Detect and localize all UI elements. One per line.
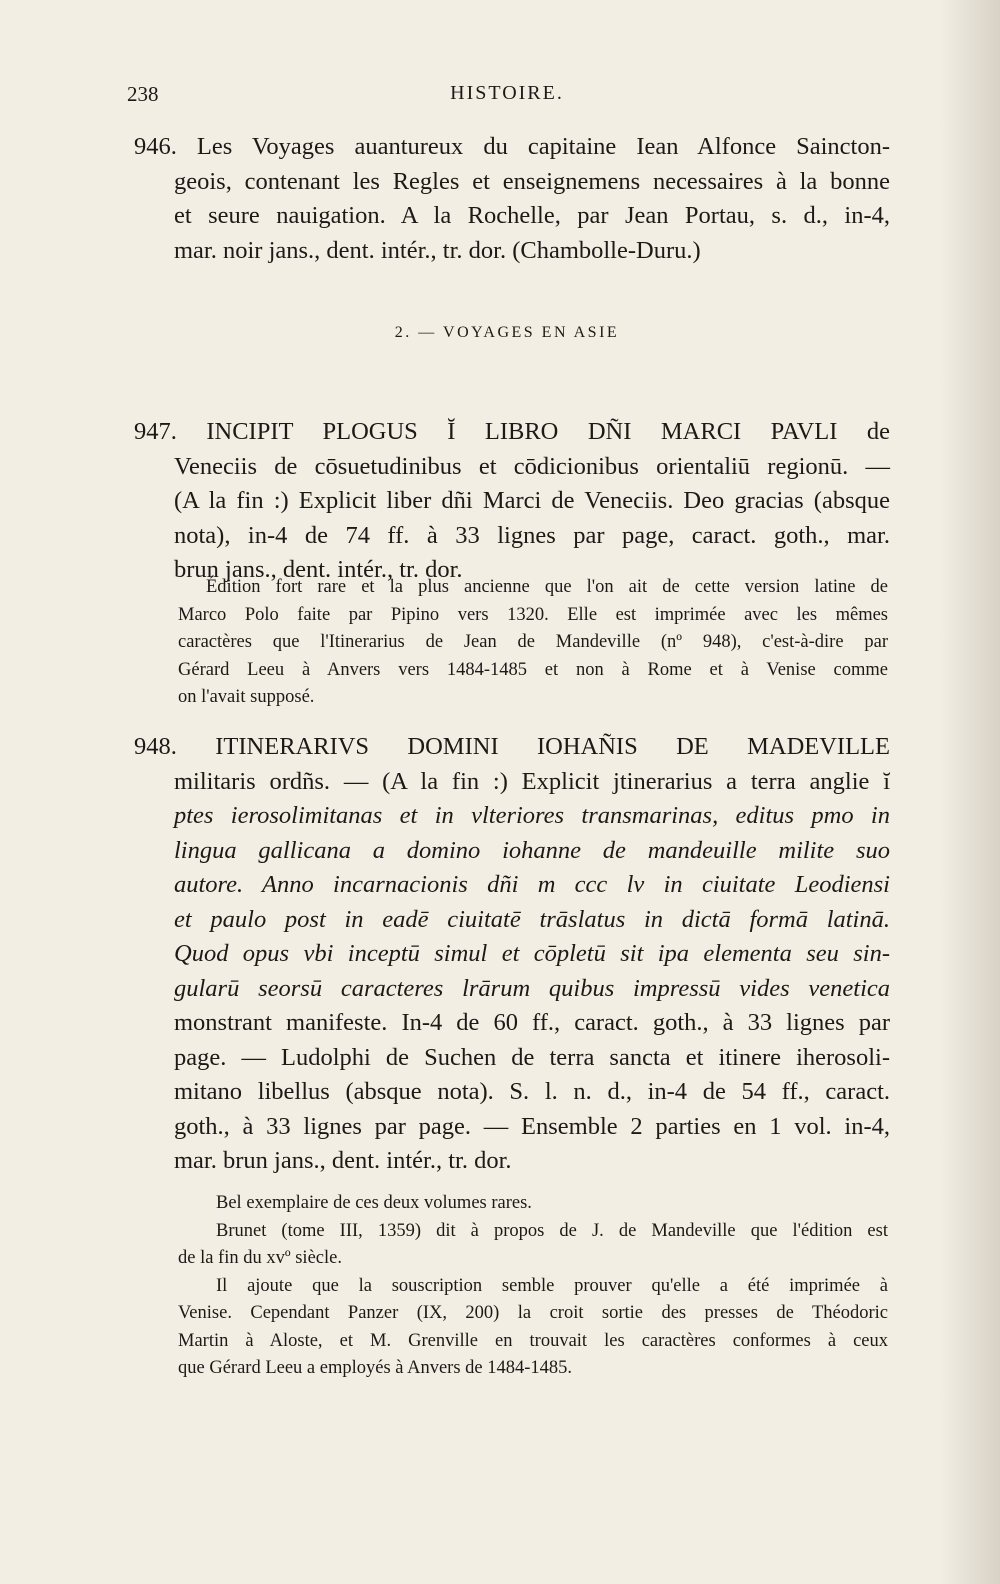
entry-948-line: Quod opus vbi inceptū simul et cōpletū sit ipa elementa seu sin- bbox=[174, 940, 890, 967]
entry-948-line: mitano libellus (absque nota). S. l. n. d., in-4 de 54 ff., caract. bbox=[174, 1078, 890, 1105]
note-line: Venise. Cependant Panzer (IX, 200) la croit sortie des presses de Théodoric bbox=[178, 1303, 888, 1323]
entry-947-line: Veneciis de cōsuetudinibus et cōdicionibus orientaliū regionū. — bbox=[174, 452, 890, 480]
entry-947 bbox=[134, 415, 890, 588]
entry-948-line: lingua gallicana a domino iohanne de mandeuille milite suo bbox=[174, 836, 890, 864]
entry-947-line: brun jans., dent. intér., tr. dor. bbox=[174, 556, 463, 583]
note-line: Martin à Aloste, et M. Grenville en trouvait les caractères conformes à ceux bbox=[178, 1330, 888, 1351]
entry-947-line: (A la fin :) Explicit liber dñi Marci de Veneciis. Deo gracias (absque bbox=[174, 487, 890, 514]
entry-946 bbox=[134, 130, 890, 268]
entry-946-line: 946. Les Voyages auantureux du capitaine Iean Alfonce Saincton- bbox=[134, 133, 890, 160]
note-line: Brunet (tome III, 1359) dit à propos de J. de Mandeville que l'édition est bbox=[216, 1220, 888, 1241]
note-line: Marco Polo faite par Pipino vers 1320. Elle est imprimée avec les mêmes bbox=[178, 604, 888, 625]
entry-948 bbox=[134, 730, 890, 1179]
page-number: 238 bbox=[127, 82, 159, 106]
note-line: de la fin du xvº siècle. bbox=[178, 1248, 342, 1268]
entry-947-note bbox=[178, 574, 888, 712]
entry-947-line: nota), in-4 de 74 ff. à 33 lignes par page, caract. goth., mar. bbox=[174, 521, 890, 549]
entry-948-line: monstrant manifeste. In-4 de 60 ff., caract. goth., à 33 lignes par bbox=[174, 1009, 890, 1036]
entry-948-line: autore. Anno incarnacionis dñi m ccc lv in ciuitate Leodiensi bbox=[174, 871, 890, 898]
note-line: Édition fort rare et la plus ancienne que l'on ait de cette version latine de bbox=[206, 577, 888, 597]
entry-948-line: 948. ITINERARIVS DOMINI IOHAÑIS DE MADEVILLE bbox=[134, 733, 890, 760]
entry-948-line: et paulo post in eadē ciuitatē trāslatus in dictā formā latinā. bbox=[174, 905, 890, 933]
entry-948-line: goth., à 33 lignes par page. — Ensemble 2 parties en 1 vol. in-4, bbox=[174, 1112, 890, 1140]
entry-948-line: ptes ierosolimitanas et in vlteriores transmarinas, editus pmo in bbox=[174, 802, 890, 829]
note-line: Bel exemplaire de ces deux volumes rares. bbox=[216, 1193, 532, 1213]
entry-947-line: 947. INCIPIT PLOGUS Ĭ LIBRO DÑI MARCI PAVLI de bbox=[134, 418, 890, 445]
entry-946-line: mar. noir jans., dent. intér., tr. dor. (Chambolle-Duru.) bbox=[174, 236, 701, 264]
note-line: caractères que l'Itinerarius de Jean de Mandeville (nº 948), c'est-à-dire par bbox=[178, 632, 888, 652]
note-line: que Gérard Leeu a employés à Anvers de 1484-1485. bbox=[178, 1358, 573, 1378]
entry-948-note bbox=[178, 1190, 888, 1383]
note-line: Il ajoute que la souscription semble prouver qu'elle a été imprimée à bbox=[216, 1275, 888, 1296]
entry-948-line: mar. brun jans., dent. intér., tr. dor. bbox=[174, 1147, 512, 1174]
entry-948-line: page. — Ludolphi de Suchen de terra sancta et itinere iherosoli- bbox=[174, 1043, 890, 1071]
section-title: 2. — VOYAGES EN ASIE bbox=[394, 324, 620, 341]
entry-948-line: militaris ordñs. — (A la fin :) Explicit jtinerarius a terra anglie ĭ bbox=[174, 767, 890, 795]
running-head: HISTOIRE. bbox=[450, 82, 564, 104]
page-header bbox=[127, 82, 887, 112]
entry-946-line: geois, contenant les Regles et enseignemens necessaires à la bonne bbox=[174, 167, 890, 195]
entry-948-line: gularū seorsū caracteres lrārum quibus impressū vides venetica bbox=[174, 974, 890, 1002]
note-line: Gérard Leeu à Anvers vers 1484-1485 et non à Rome et à Venise comme bbox=[178, 659, 888, 680]
note-line: on l'avait supposé. bbox=[178, 687, 315, 707]
page-edge-shadow bbox=[940, 0, 1000, 1584]
entry-946-line: et seure nauigation. A la Rochelle, par Jean Portau, s. d., in-4, bbox=[174, 202, 890, 229]
